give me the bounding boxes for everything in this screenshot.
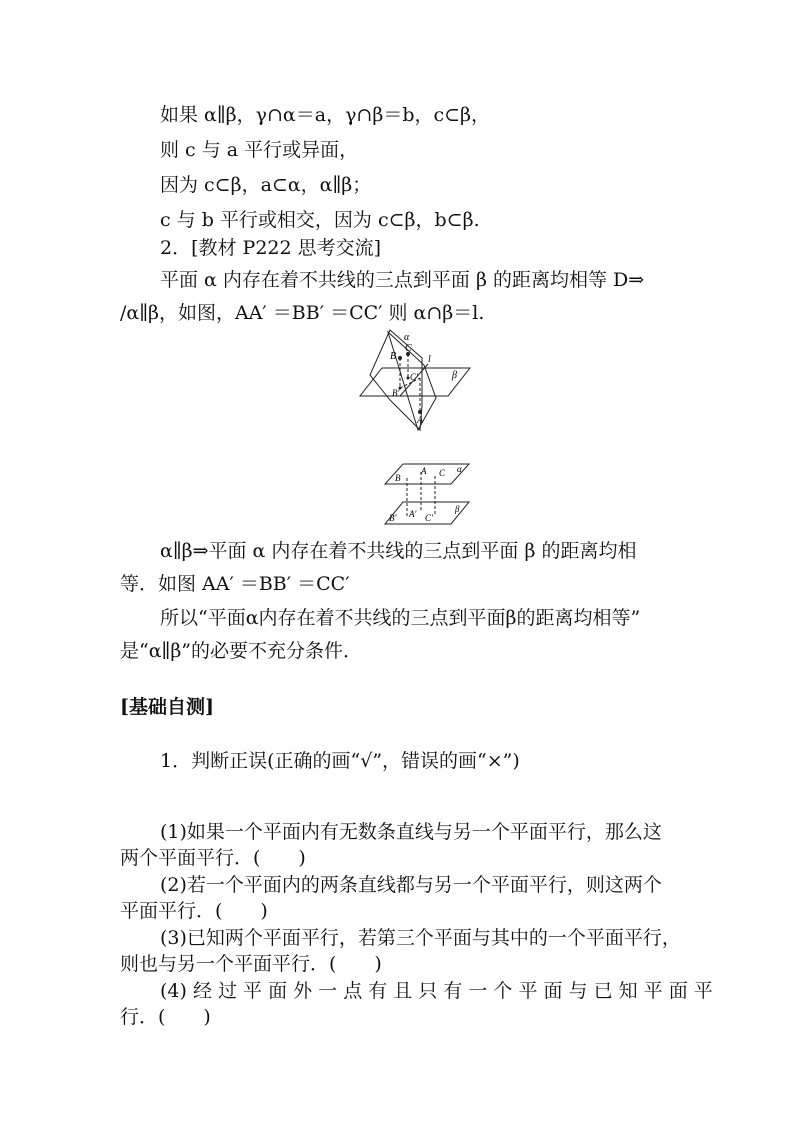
fig2-label-Cp: C′ <box>425 513 433 523</box>
fig1-label-beta: β <box>452 370 457 381</box>
fig1-label-Cp: C′ <box>410 372 418 382</box>
question-intro: 1．判断正误(正确的画“√”，错误的画“×”) <box>160 750 520 772</box>
fig2-label-A: A <box>421 466 427 476</box>
fig2-label-B: B <box>395 473 401 483</box>
fig2-label-Ap: A′ <box>409 509 417 519</box>
figure-intersecting-planes <box>360 330 475 435</box>
solution-line-2: 则 c 与 a 平行或异面， <box>160 139 359 161</box>
solution-line-7: /α∥β，如图，AA′ ＝BB′ ＝CC′ 则 α∩β＝l. <box>120 302 485 324</box>
fig1-label-C: C <box>405 343 412 354</box>
figure-parallel-planes <box>385 462 470 527</box>
section-heading: [基础自测] <box>120 696 214 718</box>
item-1-line-2: 两个平面平行．( ) <box>120 847 306 869</box>
solution-line-9: 等．如图 AA′ ＝BB′ ＝CC′ <box>120 573 350 595</box>
item-3-line-1: (3)已知两个平面平行，若第三个平面与其中的一个平面平行， <box>160 927 681 949</box>
fig1-label-l: l <box>428 354 431 365</box>
fig1-label-A: A <box>417 415 424 426</box>
item-4-line-1: (4) 经 过 平 面 外 一 点 有 且 只 有 一 个 平 面 与 已 知 平 面 平 <box>160 980 713 1002</box>
item-3-line-2: 则也与另一个平面平行．( ) <box>120 953 382 975</box>
fig2-label-Bp: B′ <box>389 513 397 523</box>
solution-line-8: α∥β⇒平面 α 内存在着不共线的三点到平面 β 的距离均相 <box>160 540 637 562</box>
solution-line-10: 所以“平面α内存在着不共线的三点到平面β的距离均相等” <box>160 607 641 629</box>
solution-line-6: 平面 α 内存在着不共线的三点到平面 β 的距离均相等 D⇒ <box>160 269 645 291</box>
item-1-line-1: (1)如果一个平面内有无数条直线与另一个平面平行，那么这 <box>160 821 662 843</box>
fig2-label-beta: β <box>455 504 460 514</box>
solution-line-4: c 与 b 平行或相交，因为 c⊂β，b⊂β. <box>160 209 480 231</box>
fig2-label-C: C <box>439 468 446 478</box>
fig2-label-alpha: α <box>457 464 462 474</box>
item-2-line-2: 平面平行．( ) <box>120 900 268 922</box>
fig1-label-B: B <box>390 351 397 362</box>
solution-line-1: 如果 α∥β，γ∩α＝a，γ∩β＝b，c⊂β， <box>160 104 491 126</box>
solution-line-5: 2．[教材 P222 思考交流] <box>160 237 382 259</box>
item-2-line-1: (2)若一个平面内的两条直线都与另一个平面平行，则这两个 <box>160 874 662 896</box>
fig1-label-alpha: α <box>404 332 410 343</box>
solution-line-3: 因为 c⊂β，a⊂α，α∥β； <box>160 174 372 196</box>
solution-line-11: 是“α∥β”的必要不充分条件． <box>120 640 363 662</box>
fig1-label-Bp: B′ <box>392 388 400 398</box>
item-4-line-2: 行．( ) <box>120 1006 211 1028</box>
